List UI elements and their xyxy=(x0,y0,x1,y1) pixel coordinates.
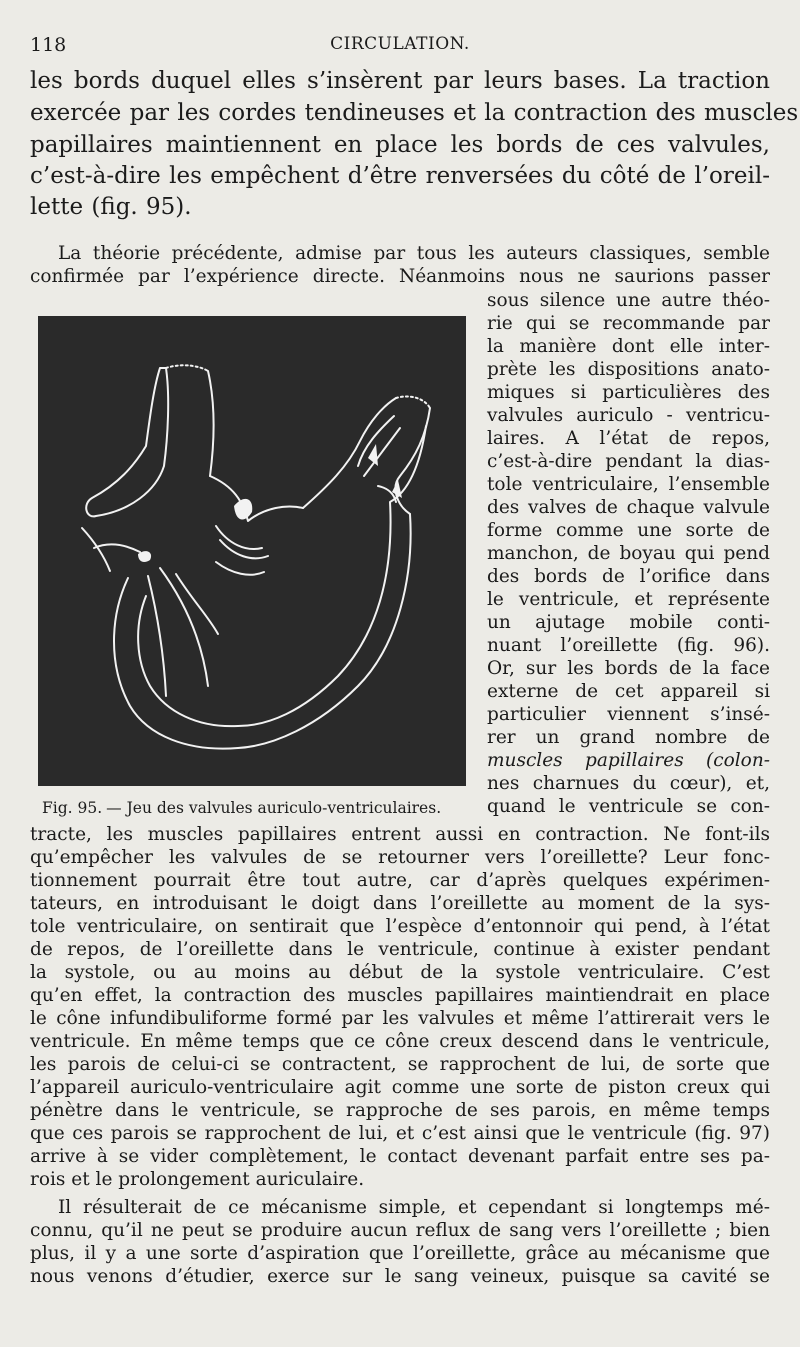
text-line: c’est-à-dire pendant la dias- xyxy=(487,451,770,472)
text-line: les parois de celui-ci se contractent, se rapprochent de lui, de sorte que xyxy=(30,1054,770,1075)
text-line: ventricule. En même temps que ce cône creux descend dans le ventricule, xyxy=(30,1031,770,1052)
text-line: rie qui se recommande par xyxy=(487,313,770,334)
text-line: tole ventriculaire, on sentirait que l’espèce d’entonnoir qui pend, à l’état xyxy=(30,916,770,937)
text-line: Or, sur les bords de la face xyxy=(487,658,770,679)
text-line: tionnement pourrait être tout autre, car d’après quelques expérimen- xyxy=(30,870,770,891)
text-line: confirmée par l’expérience directe. Néanmoins nous ne saurions passer xyxy=(30,266,770,287)
text-line: La théorie précédente, admise par tous les auteurs classiques, semble xyxy=(58,243,770,264)
text-line: la systole, ou au moins au début de la systole ventriculaire. C’est xyxy=(30,962,770,983)
heart-valves-drawing xyxy=(38,316,466,786)
text-line: les bords duquel elles s’insèrent par leurs bases. La traction xyxy=(30,68,770,94)
figure-caption-text: — Jeu des valvules auriculo-ventriculaires. xyxy=(106,799,442,817)
text-line: connu, qu’il ne peut se produire aucun reflux de sang vers l’oreillette ; bien xyxy=(30,1220,770,1241)
text-line: nes charnues du cœur), et, xyxy=(487,773,770,794)
text-line: nous venons d’étudier, exerce sur le sang veineux, puisque sa cavité se xyxy=(30,1266,770,1287)
text-line: particulier viennent s’insé- xyxy=(487,704,770,725)
text-line: l’appareil auriculo-ventriculaire agit comme une sorte de piston creux qui xyxy=(30,1077,770,1098)
text-line: sous silence une autre théo- xyxy=(487,290,770,311)
text-line: plus, il y a une sorte d’aspiration que l’oreillette, grâce au mécanisme que xyxy=(30,1243,770,1264)
text-line: exercée par les cordes tendineuses et la contraction des muscles xyxy=(30,100,799,126)
text-line: pénètre dans le ventricule, se rapproche de ses parois, en même temps xyxy=(30,1100,770,1121)
figure-95-illustration xyxy=(38,316,466,786)
text-line: des valves de chaque valvule xyxy=(487,497,770,518)
text-line: arrive à se vider complètement, le contact devenant parfait entre ses pa- xyxy=(30,1146,770,1167)
text-line: papillaires maintiennent en place les bords de ces valvules, xyxy=(30,132,770,158)
text-line: miques si particulières des xyxy=(487,382,770,403)
text-line: nuant l’oreillette (fig. 96). xyxy=(487,635,770,656)
text-line: rois et le prolongement auriculaire. xyxy=(30,1169,365,1190)
text-line: le cône infundibuliforme formé par les valvules et même l’attirerait vers le xyxy=(30,1008,770,1029)
text-line: Il résulterait de ce mécanisme simple, et cependant si longtemps mé- xyxy=(58,1197,770,1218)
text-line: muscles papillaires (colon- xyxy=(487,750,770,771)
text-line: c’est-à-dire les empêchent d’être renversées du côté de l’oreil- xyxy=(30,163,770,189)
text-line: un ajutage mobile conti- xyxy=(487,612,770,633)
text-line: le ventricule, et représente xyxy=(487,589,770,610)
text-line: la manière dont elle inter- xyxy=(487,336,770,357)
text-line: que ces parois se rapprochent de lui, et c’est ainsi que le ventricule (fig. 97) xyxy=(30,1123,770,1144)
figure-number: Fig. 95. xyxy=(42,799,103,817)
text-line: valvules auriculo - ventricu- xyxy=(487,405,770,426)
text-line: manchon, de boyau qui pend xyxy=(487,543,770,564)
figure-caption xyxy=(42,799,441,817)
text-line: lette (fig. 95). xyxy=(30,194,192,220)
text-line: externe de cet appareil si xyxy=(487,681,770,702)
text-line: quand le ventricule se con- xyxy=(487,796,770,817)
text-line: forme comme une sorte de xyxy=(487,520,770,541)
text-line: des bords de l’orifice dans xyxy=(487,566,770,587)
text-line: tateurs, en introduisant le doigt dans l’oreillette au moment de la sys- xyxy=(30,893,770,914)
text-line: tracte, les muscles papillaires entrent aussi en contraction. Ne font-ils xyxy=(30,824,770,845)
text-line: qu’empêcher les valvules de se retourner vers l’oreillette? Leur fonc- xyxy=(30,847,770,868)
running-head xyxy=(30,34,770,58)
page-number: 118 xyxy=(30,34,67,56)
running-title: CIRCULATION. xyxy=(330,34,470,54)
text-line: de repos, de l’oreillette dans le ventricule, continue à exister pendant xyxy=(30,939,770,960)
text-line: rer un grand nombre de xyxy=(487,727,770,748)
text-line: prète les dispositions anato- xyxy=(487,359,770,380)
text-line: laires. A l’état de repos, xyxy=(487,428,770,449)
text-line: tole ventriculaire, l’ensemble xyxy=(487,474,770,495)
text-line: qu’en effet, la contraction des muscles papillaires maintiendrait en place xyxy=(30,985,770,1006)
